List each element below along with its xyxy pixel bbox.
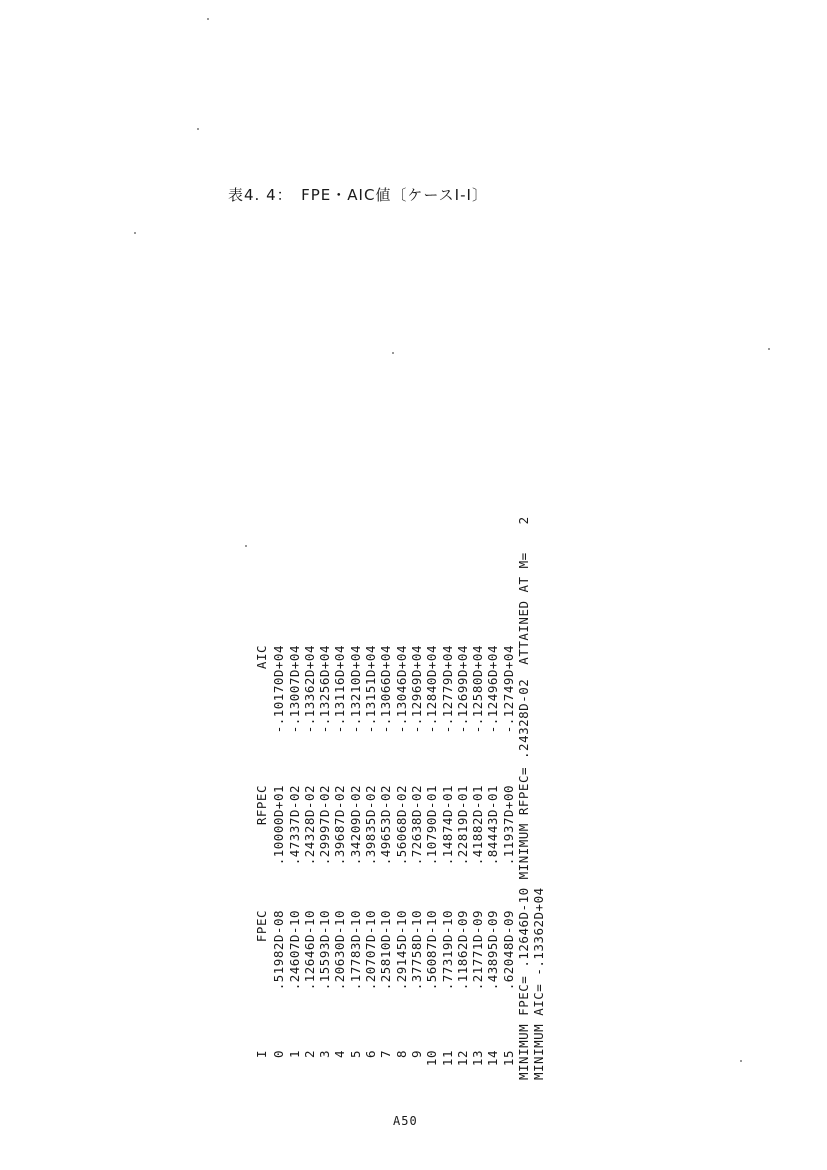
cell-fpec: .24607D-10 — [286, 910, 302, 991]
table-row — [424, 320, 439, 1080]
cell-aic: -.13210D+04 — [347, 645, 363, 734]
cell-aic: -.13256D+04 — [317, 645, 333, 734]
cell-fpec: .62048D-09 — [500, 910, 516, 991]
table-header — [254, 320, 269, 1080]
scan-speck — [740, 1060, 742, 1062]
cell-rfpec: .72638D-02 — [408, 785, 424, 866]
cell-rfpec: .22819D-01 — [454, 785, 470, 866]
scan-speck — [134, 232, 136, 234]
table-row — [271, 320, 286, 1080]
cell-rfpec: .47337D-02 — [286, 785, 302, 866]
cell-fpec: .11862D-09 — [454, 910, 470, 991]
scan-speck — [768, 348, 770, 350]
cell-m: 14 — [485, 1050, 501, 1067]
attained-label: ATTAINED AT M= — [516, 552, 532, 665]
cell-rfpec: .84443D-01 — [485, 785, 501, 866]
table-row — [409, 320, 424, 1080]
cell-fpec: .17783D-10 — [347, 910, 363, 991]
cell-m: 3 — [317, 1050, 333, 1059]
scan-speck — [392, 352, 394, 354]
table-row — [332, 320, 347, 1080]
page-title: 表4. 4： FPE・AIC値〔ケースI-I〕 — [228, 186, 488, 204]
summary-line-1 — [516, 320, 531, 1080]
cell-m: 8 — [393, 1050, 409, 1059]
cell-aic: -.13007D+04 — [286, 645, 302, 734]
table-row — [287, 320, 302, 1080]
cell-rfpec: .41882D-01 — [470, 785, 486, 866]
cell-m: 9 — [408, 1050, 424, 1059]
scan-speck — [207, 18, 209, 20]
cell-m: 12 — [454, 1050, 470, 1067]
cell-rfpec: .56068D-02 — [393, 785, 409, 866]
cell-m: 15 — [500, 1050, 516, 1067]
cell-fpec: .29145D-10 — [393, 910, 409, 991]
summary-line-2 — [531, 320, 546, 1080]
cell-rfpec: .39687D-02 — [332, 785, 348, 866]
table-row — [317, 320, 332, 1080]
cell-m: 1 — [286, 1050, 302, 1059]
table-row — [440, 320, 455, 1080]
cell-fpec: .37758D-10 — [408, 910, 424, 991]
cell-fpec: .20630D-10 — [332, 910, 348, 991]
fpe-aic-printout — [254, 320, 584, 1080]
scan-speck — [197, 128, 199, 130]
cell-aic: -.12749D+04 — [500, 645, 516, 734]
cell-aic: -.12580D+04 — [470, 645, 486, 734]
attained-value: 2 — [516, 516, 532, 525]
cell-aic: -.13151D+04 — [363, 645, 379, 734]
cell-aic: -.12699D+04 — [454, 645, 470, 734]
scan-speck — [245, 545, 247, 547]
table-row — [302, 320, 317, 1080]
cell-m: 4 — [332, 1050, 348, 1059]
cell-aic: -.13046D+04 — [393, 645, 409, 734]
cell-fpec: .25810D-10 — [378, 910, 394, 991]
cell-rfpec: .24328D-02 — [301, 785, 317, 866]
page-number: A50 — [393, 1114, 418, 1128]
cell-m: 10 — [424, 1050, 440, 1067]
cell-rfpec: .10790D-01 — [424, 785, 440, 866]
cell-fpec: .51982D-08 — [271, 910, 287, 991]
cell-rfpec: .10000D+01 — [271, 785, 287, 866]
cell-aic: -.12840D+04 — [424, 645, 440, 734]
cell-m: 5 — [347, 1050, 363, 1059]
header-rfpec: RFPEC — [254, 785, 269, 826]
table-row — [394, 320, 409, 1080]
cell-fpec: .56087D-10 — [424, 910, 440, 991]
cell-aic: -.12496D+04 — [485, 645, 501, 734]
table-body — [271, 320, 516, 1080]
cell-fpec: .77319D-10 — [439, 910, 455, 991]
header-m: I — [254, 1050, 269, 1059]
cell-aic: -.12969D+04 — [408, 645, 424, 734]
table-row — [470, 320, 485, 1080]
cell-aic: -.12779D+04 — [439, 645, 455, 734]
table-row — [455, 320, 470, 1080]
table-row — [348, 320, 363, 1080]
cell-rfpec: .14874D-01 — [439, 785, 455, 866]
table-row — [485, 320, 500, 1080]
header-aic: AIC — [254, 645, 269, 670]
cell-m: 13 — [470, 1050, 486, 1067]
cell-rfpec: .49653D-02 — [378, 785, 394, 866]
cell-m: 2 — [301, 1050, 317, 1059]
cell-m: 11 — [439, 1050, 455, 1067]
cell-fpec: .20707D-10 — [363, 910, 379, 991]
minimum-fpec-rfpec: MINIMUM FPEC= .12646D-10 MINIMUM RFPEC= .24328D-02 — [516, 678, 532, 1080]
cell-aic: -.13362D+04 — [301, 645, 317, 734]
cell-fpec: .21771D-09 — [470, 910, 486, 991]
cell-rfpec: .39835D-02 — [363, 785, 379, 866]
cell-aic: -.13066D+04 — [378, 645, 394, 734]
minimum-aic: MINIMUM AIC= -.13362D+04 — [531, 887, 547, 1080]
cell-m: 0 — [271, 1050, 287, 1059]
cell-rfpec: .11937D+00 — [500, 785, 516, 866]
table-row — [363, 320, 378, 1080]
cell-fpec: .12646D-10 — [301, 910, 317, 991]
header-fpec: FPEC — [254, 910, 269, 943]
cell-aic: -.10170D+04 — [271, 645, 287, 734]
cell-m: 7 — [378, 1050, 394, 1059]
cell-fpec: .43895D-09 — [485, 910, 501, 991]
table-row — [501, 320, 516, 1080]
table-row — [378, 320, 393, 1080]
cell-rfpec: .34209D-02 — [347, 785, 363, 866]
cell-aic: -.13116D+04 — [332, 645, 348, 734]
cell-m: 6 — [363, 1050, 379, 1059]
cell-rfpec: .29997D-02 — [317, 785, 333, 866]
cell-fpec: .15593D-10 — [317, 910, 333, 991]
